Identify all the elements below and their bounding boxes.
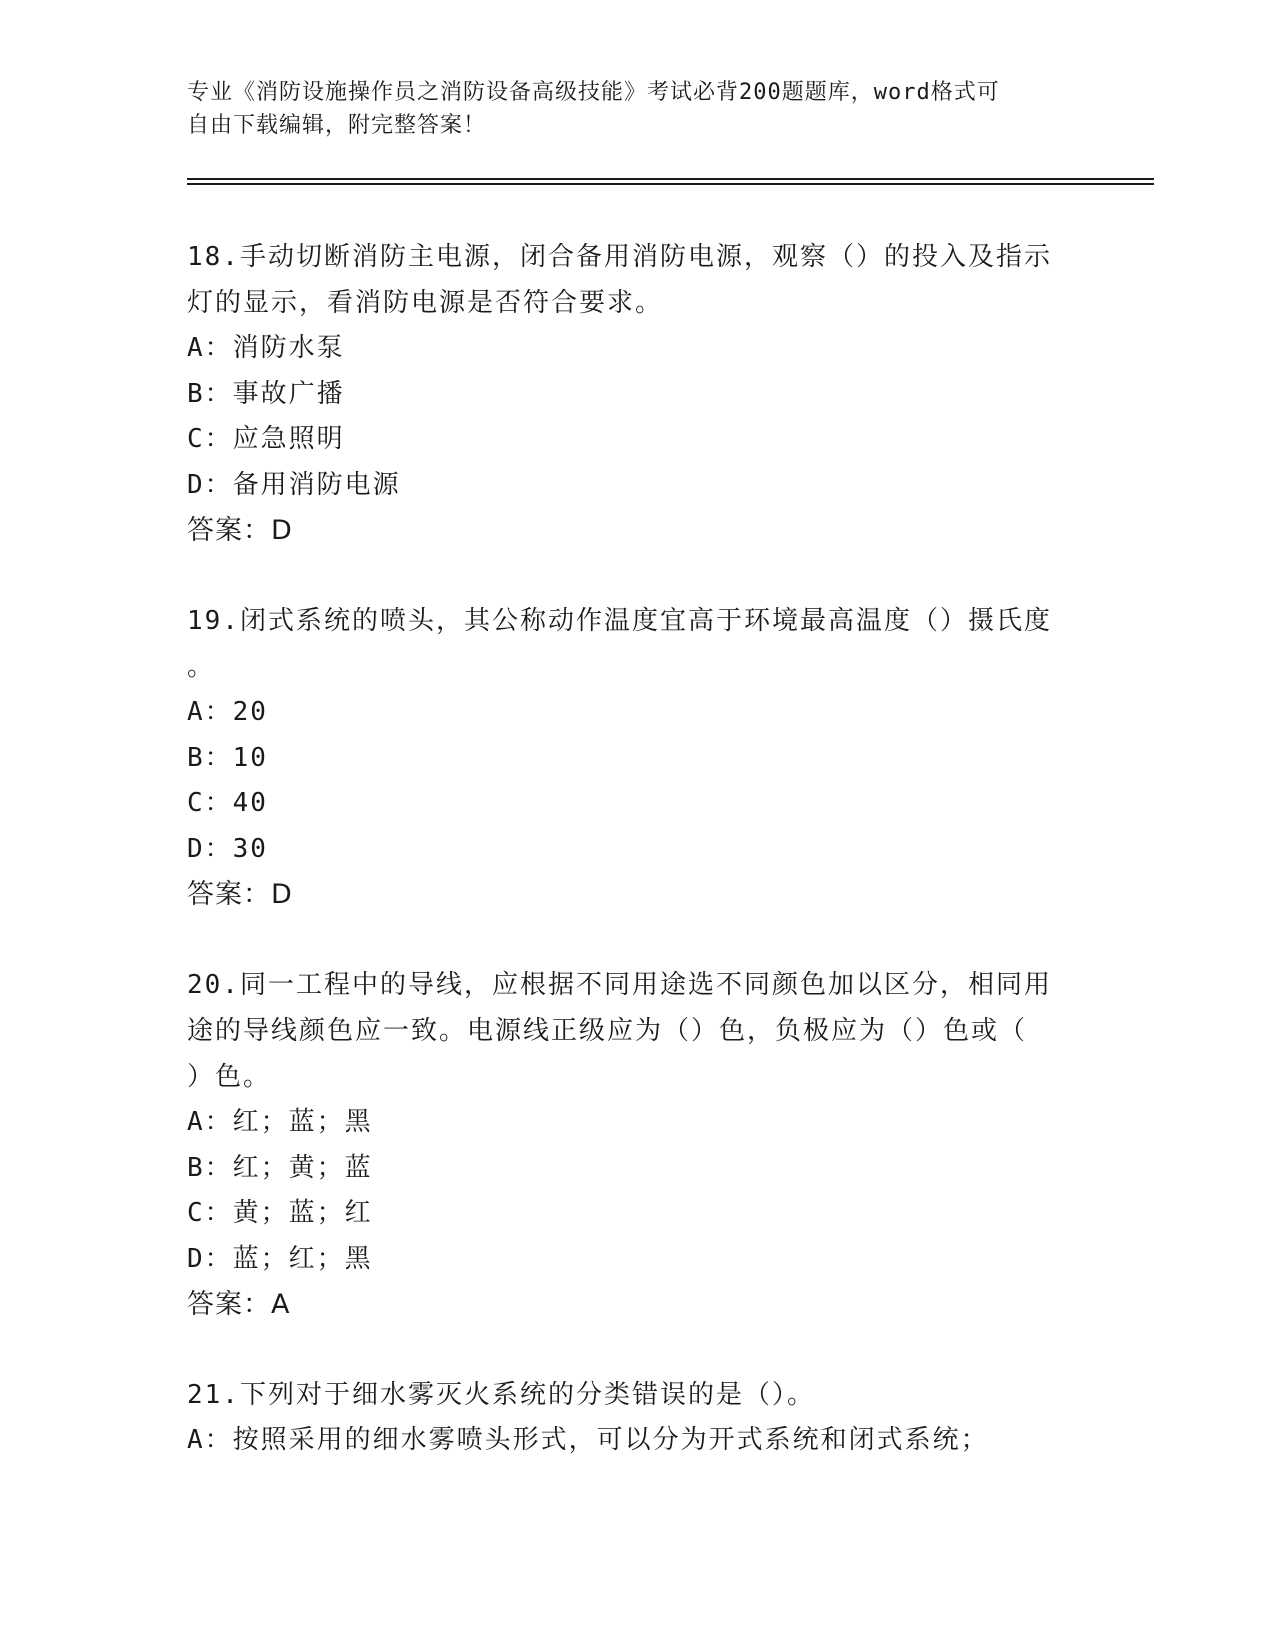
option-b: B：事故广播 xyxy=(187,378,345,409)
question-stem-line: 途的导线颜色应一致。电源线正级应为（）色，负极应为（）色或（ xyxy=(187,1016,1028,1046)
question-stem-line: 19.闭式系统的喷头，其公称动作温度宜高于环境最高温度（）摄氏度 xyxy=(187,606,1052,636)
header-divider-bottom xyxy=(187,183,1154,185)
question-stem-line: 20.同一工程中的导线，应根据不同用途选不同颜色加以区分，相同用 xyxy=(187,970,1052,1000)
option-c: C：40 xyxy=(187,788,268,818)
document-header xyxy=(187,76,1077,142)
question-stem-line: 21.下列对于细水雾灭火系统的分类错误的是（）。 xyxy=(187,1380,815,1410)
header-line-2: 自由下载编辑，附完整答案！ xyxy=(187,113,487,138)
option-b: B：红；黄；蓝 xyxy=(187,1152,373,1183)
option-c: C：黄；蓝；红 xyxy=(187,1198,373,1228)
question-18 xyxy=(187,234,1077,553)
answer-line: 答案：D xyxy=(187,515,293,546)
option-b: B：10 xyxy=(187,742,268,773)
option-d: D：蓝；红；黑 xyxy=(187,1243,373,1274)
option-c: C：应急照明 xyxy=(187,424,345,454)
option-d: D：备用消防电源 xyxy=(187,469,401,500)
question-20 xyxy=(187,962,1077,1327)
question-stem-line: 18.手动切断消防主电源，闭合备用消防电源，观察（）的投入及指示 xyxy=(187,242,1052,272)
answer-line: 答案：D xyxy=(187,879,293,910)
header-divider-top xyxy=(187,178,1154,180)
answer-line: 答案：A xyxy=(187,1289,291,1320)
question-19 xyxy=(187,598,1077,917)
option-a: A：20 xyxy=(187,697,268,727)
option-a: A：按照采用的细水雾喷头形式，可以分为开式系统和闭式系统； xyxy=(187,1425,989,1455)
question-stem-line: 。 xyxy=(187,652,216,682)
question-stem-line: 灯的显示，看消防电源是否符合要求。 xyxy=(187,288,664,318)
question-21 xyxy=(187,1372,1077,1464)
option-a: A：红；蓝；黑 xyxy=(187,1107,373,1137)
header-line-1: 专业《消防设施操作员之消防设备高级技能》考试必背200题题库，word格式可 xyxy=(187,80,1000,105)
option-a: A：消防水泵 xyxy=(187,333,345,363)
option-d: D：30 xyxy=(187,833,268,864)
question-stem-line: ）色。 xyxy=(187,1062,272,1092)
